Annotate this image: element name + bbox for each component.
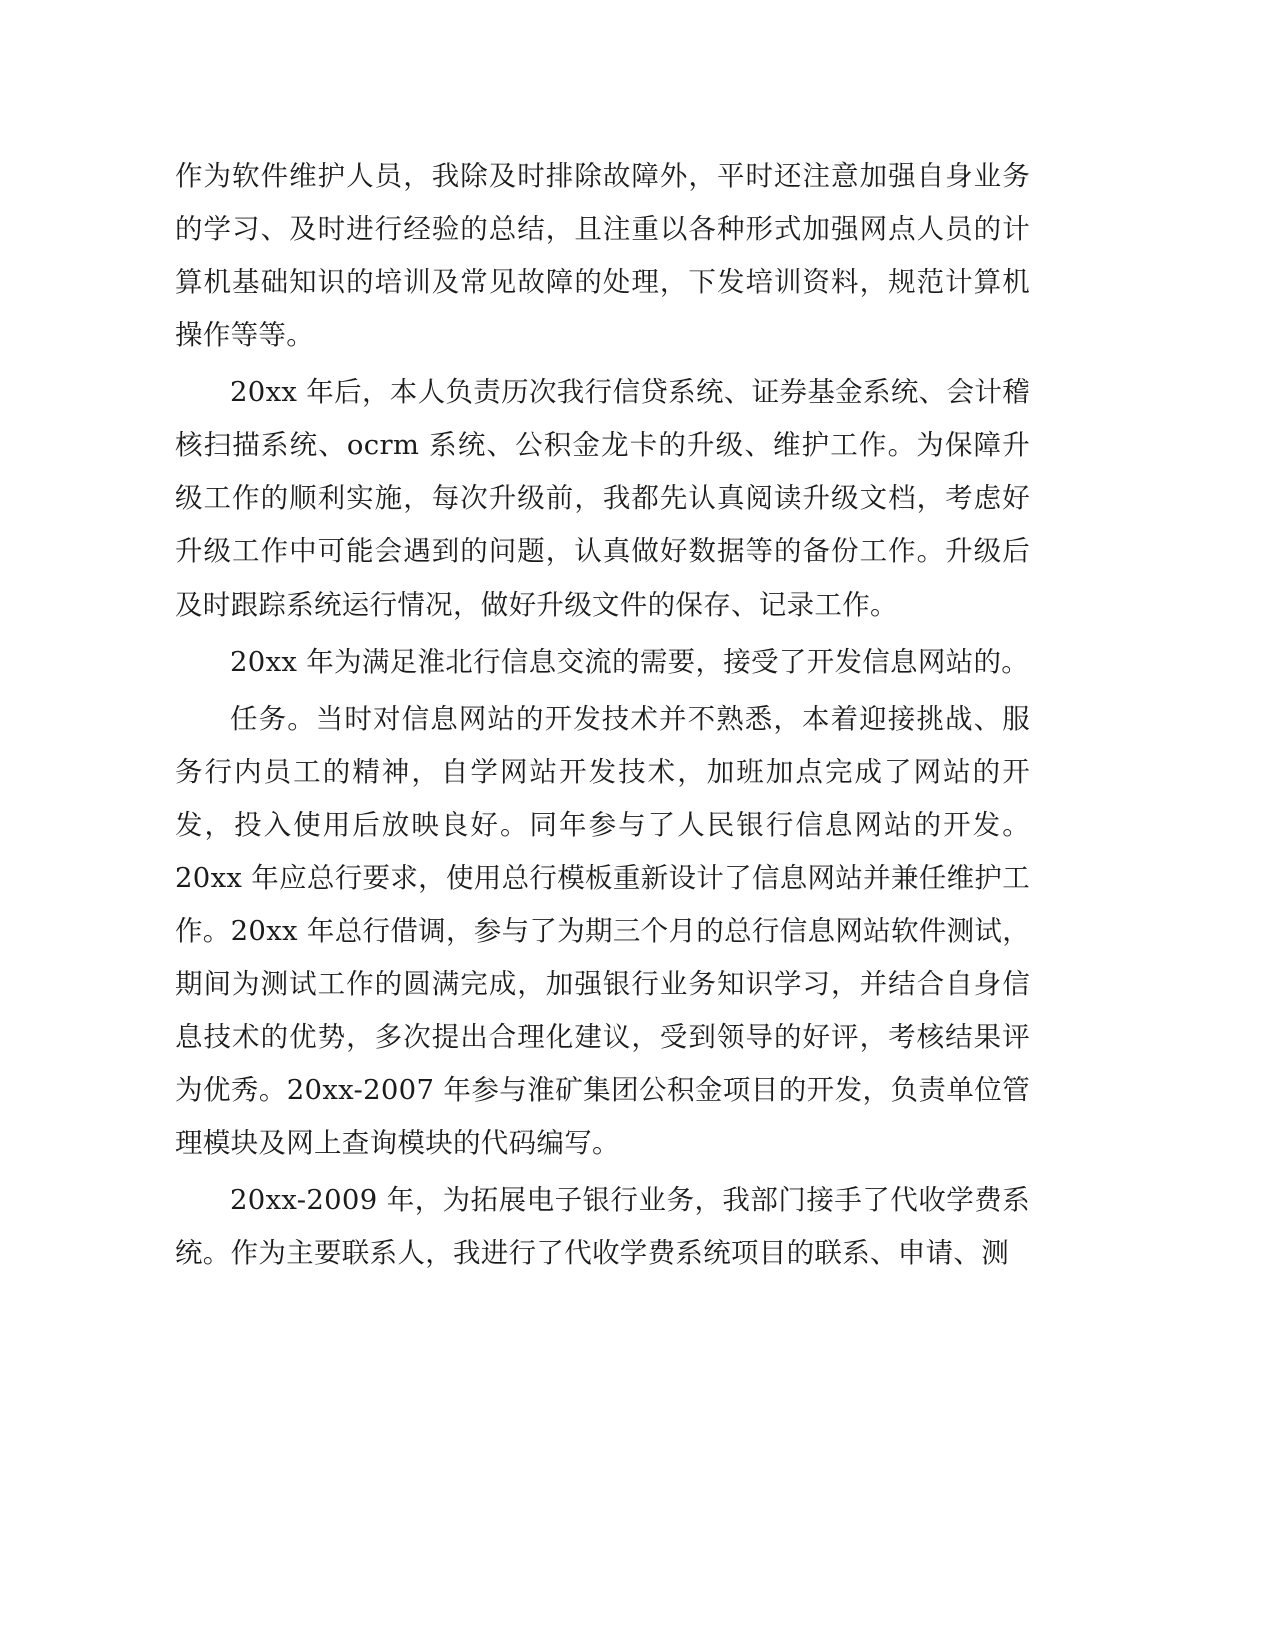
paragraph-5: 20xx-2009 年，为拓展电子银行业务，我部门接手了代收学费系统。作为主要联系人，我进行了代收学费系统项目的联系、申请、测 xyxy=(175,1184,1030,1270)
document-body xyxy=(175,150,1030,1280)
paragraph-1: 作为软件维护人员，我除及时排除故障外，平时还注意加强自身业务的学习、及时进行经验的总结，且注重以各种形式加强网点人员的计算机基础知识的培训及常见故障的处理，下发培训资料，规范计算机操作等等。 xyxy=(175,160,1030,352)
paragraph-4: 任务。当时对信息网站的开发技术并不熟悉，本着迎接挑战、服务行内员工的精神，自学网站开发技术，加班加点完成了网站的开发，投入使用后放映良好。同年参与了人民银行信息网站的开发。20xx 年应总行要求，使用总行模板重新设计了信息网站并兼任维护工作。20xx 年总行借调，参与了为期三个月的总行信息网站软件测试，期间为测试工作的圆满完成，加强银行业务知识学习，并结合自身信息技术的优势，多次提出合理化建议，受到领导的好评，考核结果评为优秀。20xx-2007 年参与淮矿集团公积金项目的开发，负责单位管理模块及网上查询模块的代码编写。 xyxy=(175,702,1030,1160)
paragraph-2: 20xx 年后，本人负责历次我行信贷系统、证券基金系统、会计稽核扫描系统、ocrm 系统、公积金龙卡的升级、维护工作。为保障升级工作的顺利实施，每次升级前，我都先认真阅读升级文档，考虑好升级工作中可能会遇到的问题，认真做好数据等的备份工作。升级后及时跟踪系统运行情况，做好升级文件的保存、记录工作。 xyxy=(175,376,1030,621)
paragraph-3: 20xx 年为满足淮北行信息交流的需要，接受了开发信息网站的。 xyxy=(230,645,1030,678)
